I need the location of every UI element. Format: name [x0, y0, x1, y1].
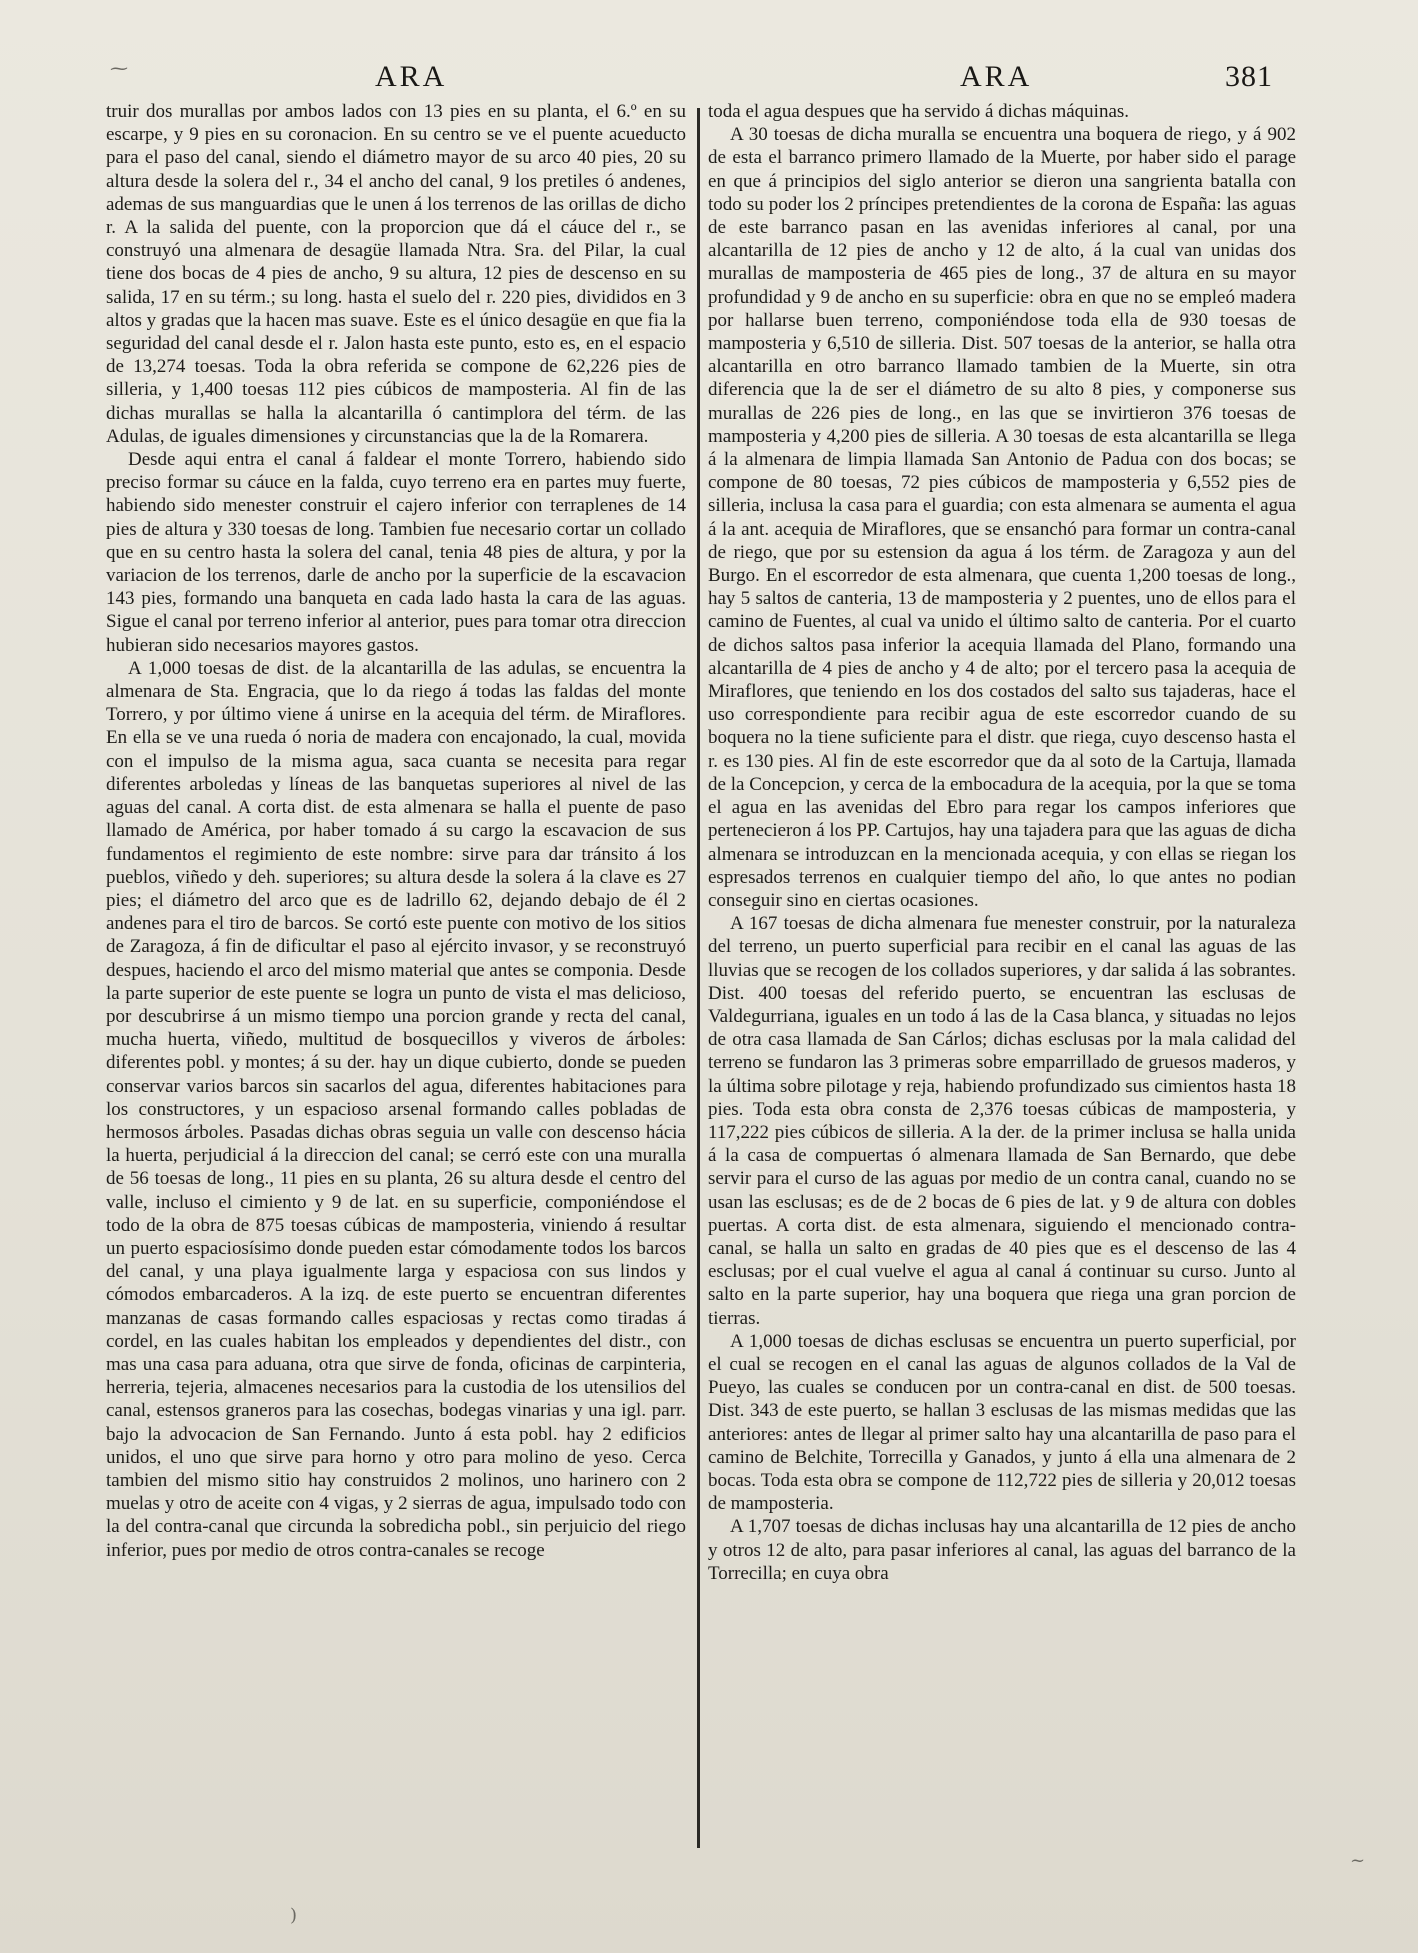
paragraph: Desde aqui entra el canal á faldear el monte Torrero, habiendo sido preciso formar su cáuce en la falda, cuyo terreno era en partes muy fuerte, habiendo sido menester construir el cajero inferior con terraplenes de 14 pies de altura y 330 toesas de long. Tambien fue necesario cortar un collado que en su centro hasta la solera del canal, tenia 48 pies de altura, y por la variacion de los terrenos, darle de ancho por la superficie de la escavacion 143 pies, formando una banqueta en cada lado hasta la cara de las aguas. Sigue el canal por terreno inferior al anterior, pues para tomar otra direccion hubieran sido necesarios mayores gastos.: [106, 449, 686, 656]
column-divider: [697, 108, 700, 1848]
paragraph: A 1,000 toesas de dichas esclusas se encuentra un puerto superficial, por el cual se recogen en el canal las aguas de algunos collados de la Val de Pueyo, las cuales se conducen por un contra-canal en dist. de 500 toesas. Dist. 343 de este puerto, se hallan 3 esclusas de las mismas medidas que las anteriores: antes de llegar al primer salto hay una alcantarilla de paso para el camino de Belchite, Torrecilla y Ganados, y junto á ella una almenara de 2 bocas. Toda esta obra se compone de 112,722 pies de silleria y 20,012 toesas de mamposteria.: [708, 1330, 1296, 1515]
left-column: [106, 100, 686, 1562]
ink-smudge: ): [290, 1905, 298, 1926]
paragraph: A 1,707 toesas de dichas inclusas hay una alcantarilla de 12 pies de ancho y otros 12 de alto, para pasar inferiores al canal, las aguas del barranco de la Torrecilla; en cuya obra: [708, 1516, 1296, 1584]
paragraph: truir dos murallas por ambos lados con 13 pies en su planta, el 6.º en su escarpe, y 9 pies en su coronacion. En su centro se ve el puente acueducto para el paso del canal, siendo el diámetro mayor de su arco 40 pies, 20 su altura desde la solera del r., 34 el ancho del canal, 9 los pretiles ó andenes, ademas de sus manguardias que le unen á los terrenos de las orillas de dicho r. A la salida del puente, con la proporcion que dá el cáuce del r., se construyó una almenara de desagüe llamada Ntra. Sra. del Pilar, la cual tiene dos bocas de 4 pies de ancho, 9 su altura, 12 pies de descenso en su salida, 17 en su térm.; su long. hasta el suelo del r. 220 pies, divididos en 3 altos y gradas que la hacen mas suave. Este es el único desagüe en que fia la seguridad del canal desde el r. Jalon hasta este punto, esto es, en el espacio de 13,274 toesas. Toda la obra referida se compone de 62,226 pies de silleria, y 1,400 toesas 112 pies cúbicos de mamposteria. Al fin de las dichas murallas se halla la alcantarilla ó cantimplora del térm. de las Adulas, de iguales dimensiones y circunstancias que la de la Romarera.: [106, 101, 686, 447]
page-number: 381: [1225, 60, 1273, 93]
paragraph: A 1,000 toesas de dist. de la alcantarilla de las adulas, se encuentra la almenara de Sta. Engracia, que lo da riego á todas las faldas del monte Torrero, y por último viene á unirse en la acequia del térm. de Miraflores. En ella se ve una rueda ó noria de madera con encajonado, la cual, movida con el impulso de la misma agua, saca cuanta se necesita para regar diferentes arboledas y líneas de las banquetas superiores al nivel de las aguas del canal. A corta dist. de esta almenara se halla el puente de paso llamado de América, por haber tomado á su cargo la escavacion de sus fundamentos el regimiento de este nombre: sirve para dar tránsito á los pueblos, viñedo y deh. superiores; su altura desde la solera á la clave es 27 pies; el diámetro del arco que es de ladrillo 62, dejando debajo de él 2 andenes para el tiro de barcos. Se cortó este puente con motivo de los sitios de Zaragoza, á fin de dificultar el paso al ejército invasor, y se reconstruyó despues, haciendo el arco del mismo material que antes se componia. Desde la parte superior de este puente se logra un punto de vista el mas delicioso, por descubrirse á un mismo tiempo una porcion grande y recta del canal, mucha huerta, viñedo, multitud de bosquecillos y viveros de árboles: diferentes pobl. y montes; á su der. hay un dique cubierto, donde se pueden conservar varios barcos sin sacarlos del agua, diferentes habitaciones para los constructores, y un espacioso arsenal formando calles pobladas de hermosos árboles. Pasadas dichas obras seguia un valle con descenso hácia la huerta, perjudicial á la direccion del canal; se cerró este con una muralla de 56 toesas de long., 11 pies en su planta, 26 su altura desde el centro del valle, incluso el cimiento y 9 de lat. en su superficie, componiéndose el todo de la obra de 875 toesas cúbicas de mamposteria, viniendo á resultar un puerto espaciosísimo donde pueden estar cómodamente todos los barcos del canal, y una playa igualmente larga y espaciosa con sus lindos y cómodos embarcaderos. A la izq. de este puerto se encuentran diferentes manzanas de casas formando calles espaciosas y rectas como tiradas á cordel, en las cuales habitan los empleados y dependientes del distr., con mas una casa para aduana, otra que sirve de fonda, oficinas de carpinteria, herreria, tejeria, almacenes necesarios para la custodia de los utensilios del canal, estensos graneros para las cosechas, bodegas vinarias y una igl. parr. bajo la advocacion de San Fernando. Junto á esta pobl. hay 2 edificios unidos, el uno que sirve para horno y otro para molino de yeso. Cerca tambien del mismo sitio hay construidos 2 molinos, uno harinero con 2 muelas y otro de aceite con 4 vigas, y 2 sierras de agua, impulsado todo con la del contra-canal que circunda la sobredicha pobl., sin perjuicio del riego inferior, pues por medio de otros contra-canales se recoge: [106, 657, 686, 1561]
ink-smudge: ⁓: [110, 58, 128, 79]
running-head-left: ARA: [375, 60, 448, 93]
paragraph: toda el agua despues que ha servido á dichas máquinas.: [708, 101, 1130, 122]
right-column: [708, 100, 1296, 1585]
paragraph: A 30 toesas de dicha muralla se encuentra una boquera de riego, y á 902 de esta el barranco primero llamado de la Muerte, por haber sido el parage en que á principios del siglo anterior se dieron una sangrienta batalla con todo su poder los 2 príncipes pretendientes de la corona de España: las aguas de este barranco pasan en las avenidas inferiores al canal, por una alcantarilla de 12 pies de ancho y 12 de alto, á la cual van unidas dos murallas de mamposteria de 465 pies de long., 37 de altura en su mayor profundidad y 9 de ancho en su superficie: obra en que no se empleó madera por hallarse buen terreno, componiéndose toda ella de 930 toesas de mamposteria y 6,510 de silleria. Dist. 507 toesas de la anterior, se halla otra alcantarilla en otro barranco llamado tambien de la Muerte, sin otra diferencia que la de ser el diámetro de su alto 8 pies, y componerse sus murallas de 226 pies de long., en las que se invirtieron 376 toesas de mamposteria y 4,200 pies de silleria. A 30 toesas de esta alcantarilla se llega á la almenara de limpia llamada San Antonio de Padua con dos bocas; se compone de 80 toesas, 72 pies cúbicos de mamposteria y 6,552 pies de silleria, inclusa la casa para el guardia; con esta almenara se aumenta el agua á la ant. acequia de Miraflores, que se ensanchó para formar un contra-canal de riego, que por su estension da agua á los térm. de Zaragoza y aun del Burgo. En el escorredor de esta almenara, que cuenta 1,200 toesas de long., hay 5 saltos de canteria, 13 de mamposteria y 2 puentes, uno de ellos para el camino de Fuentes, al cual va unido el último salto de canteria. Por el cuarto de dichos saltos pasa inferior la acequia llamada del Plano, formando una alcantarilla de 4 pies de ancho y 4 de alto; por el tercero pasa la acequia de Miraflores, que teniendo en los dos costados del salto sus tajaderas, hace el uso correspondiente para recibir agua de este escorredor cuando de su boquera no la tiene suficiente para el distr. que riega, cuyo descenso hasta el r. es 130 pies. Al fin de este escorredor que da al soto de la Cartuja, llamada de la Concepcion, y cerca de la embocadura de la acequia, por la que se toma el agua en las avenidas del Ebro para regar los campos inferiores que pertenecieron á los PP. Cartujos, hay una tajadera para que las aguas de dicha almenara se introduzcan en la mencionada acequia, y con ellas se riegan los espresados terrenos en cualquier tiempo del año, lo que antes no podian conseguir sino en ciertas ocasiones.: [708, 124, 1296, 911]
ink-smudge: ~: [1350, 1850, 1366, 1871]
paragraph: A 167 toesas de dicha almenara fue menester construir, por la naturaleza del terreno, un puerto superficial para recibir en el canal las aguas de las lluvias que se recogen de los collados superiores, y dar salida á las sobrantes. Dist. 400 toesas del referido puerto, se encuentran las esclusas de Valdegurriana, iguales en un todo á las de la Casa blanca, y situadas no lejos de otra casa llamada de San Cárlos; dichas esclusas por la mala calidad del terreno se fundaron las 3 primeras sobre emparrillado de gruesos maderos, y la última sobre pilotage y reja, habiendo profundizado sus cimientos hasta 18 pies. Toda esta obra consta de 2,376 toesas cúbicas de mamposteria, y 117,222 pies cúbicos de silleria. A la der. de la primer inclusa se halla unida á la casa de compuertas ó almenara llamada de San Bernardo, que debe servir para el curso de las aguas por medio de un contra canal, cuando no se usan las esclusas; es de de 2 bocas de 6 pies de lat. y 9 de altura con dobles puertas. A corta dist. de esta almenara, siguiendo el mencionado contra-canal, se halla un salto en gradas de 40 pies que es el descenso de las 4 esclusas; por el cual vuelve el agua al canal á continuar su curso. Junto al salto en la parte superior, hay una boquera que riega una gran porcion de tierras.: [708, 913, 1296, 1329]
running-head-right: ARA: [960, 60, 1033, 93]
